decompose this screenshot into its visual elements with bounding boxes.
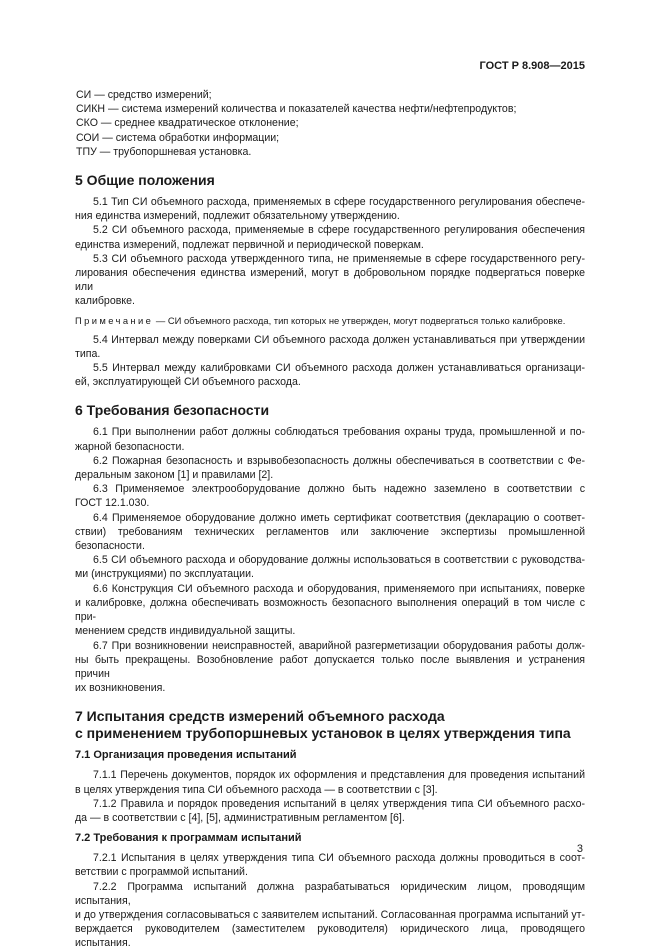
paragraph (75, 223, 585, 251)
page-number: 3 (576, 843, 583, 855)
text-line: ствии) требованиям технических регламентов или заключение экспертизы промышленной безопасности. (75, 525, 585, 553)
text-line: 7.1 Организация проведения испытаний (75, 749, 297, 762)
text-line: 7.2 Требования к программам испытаний (75, 832, 302, 845)
note-label: Примечание (75, 314, 154, 326)
text-line: менением средств индивидуальной защиты. (75, 625, 296, 638)
paragraph (75, 639, 585, 696)
list-item: ТПУ — трубопоршневая установка. (76, 145, 252, 158)
text-line: 7.1.1 Перечень документов, порядок их оформления и представления для проведения испытаний (93, 769, 585, 782)
document-body (75, 88, 585, 951)
text-line: 5.4 Интервал между поверками СИ объемного расхода должен устанавливаться при утверждении типа. (75, 333, 585, 360)
section-heading (75, 402, 585, 419)
text-line: ГОСТ 12.1.030. (75, 497, 150, 510)
subsection-heading (75, 831, 585, 845)
list-item: СИКН — система измерений количества и показателей качества нефти/нефтепродуктов; (76, 103, 517, 116)
section-heading (75, 172, 585, 189)
text-line: 7.2.1 Испытания в целях утверждения типа СИ объемного расхода должны проводиться в соот- (93, 852, 585, 865)
text-line: 6.6 Конструкция СИ объемного расхода и оборудования, применяемого при испытаниях, поверке (93, 582, 585, 595)
paragraph (75, 553, 585, 581)
text-line: 6 Требования безопасности (75, 402, 270, 419)
text-line: 6.7 При возникновении неисправностей, аварийной разгерметизации оборудования работы долж- (93, 639, 585, 652)
paragraph (75, 195, 585, 223)
text-line: жарной безопасности. (75, 440, 185, 453)
text-line: калибровке. (75, 295, 135, 308)
section-heading (75, 708, 585, 742)
text-line: да — в соответствии с [4], [5], административным регламентом [6]. (75, 811, 405, 824)
text-line: 6.1 При выполнении работ должны соблюдаться требования охраны труда, промышленной и по- (93, 426, 585, 439)
text-line: 5 Общие положения (75, 172, 215, 189)
paragraph (75, 880, 585, 951)
text-line: 6.3 Применяемое электрооборудование должно быть надежно заземлено в соответствии с (93, 483, 585, 496)
paragraph (75, 851, 585, 879)
note-text: — СИ объемного расхода, тип которых не утвержден, могут подвергаться только калибровке. (153, 314, 566, 326)
list-item: СОИ — система обработки информации; (76, 131, 280, 144)
text-line: 7.2.2 Программа испытаний должна разрабатываться юридическим лицом, проводящим испытания, (75, 880, 585, 907)
list-item: СИ — средство измерений; (76, 89, 212, 101)
paragraph (75, 511, 585, 554)
text-line: и до утверждения согласовываться с заявителем испытаний. Согласованная программа испытаний ут- (75, 908, 585, 921)
text-line: в целях утверждения типа СИ объемного расхода — в соответствии с [3]. (75, 783, 438, 796)
text-line: единства измерений, подлежат первичной и периодической поверкам. (75, 238, 424, 251)
text-line: лирования обеспечения единства измерений, могут в добровольном порядке подвергаться поверке или (75, 267, 585, 294)
paragraph (75, 333, 585, 361)
text-line: ния единства измерений, подлежит обязательному утверждению. (75, 210, 400, 223)
text-line: их возникновения. (75, 682, 166, 695)
paragraph (75, 797, 585, 825)
text-line: и калибровке, должна обеспечивать возможность безопасного выполнения операций в том числе с при- (75, 596, 585, 624)
text-line: ны быть прекращены. Возобновление работ допускается только после выявления и устранения причин (75, 653, 585, 680)
text-line: 6.5 СИ объемного расхода и оборудование должны использоваться в соответствии с руководства- (93, 554, 585, 567)
text-line: 6.2 Пожарная безопасность и взрывобезопасность должны обеспечиваться в соответствии с Фе- (93, 454, 585, 467)
text-line: 5.5 Интервал между калибровками СИ объемного расхода должен устанавливаться организаци- (93, 362, 585, 375)
paragraph (75, 252, 585, 309)
text-line: деральным законом [1] и правилами [2]. (75, 469, 274, 482)
document-header: ГОСТ Р 8.908—2015 (479, 60, 585, 72)
text-line: 7.1.2 Правила и порядок проведения испытаний в целях утверждения типа СИ объемного расхо- (93, 797, 585, 810)
text-line: 6.4 Применяемое оборудование должно иметь сертификат соответствия (декларацию о соответ- (93, 511, 585, 524)
paragraph (75, 361, 585, 389)
text-line: 7 Испытания средств измерений объемного расхода (75, 708, 445, 725)
paragraph (75, 582, 585, 639)
list-item: СКО — среднее квадратическое отклонение; (76, 117, 299, 130)
text-line: ей, эксплуатирующей СИ объемного расхода. (75, 376, 301, 389)
text-line: верждается руководителем (заместителем руководителя) юридического лица, проводящего испытания. (75, 923, 585, 950)
paragraph (75, 425, 585, 453)
text-line: ми (инструкциями) по эксплуатации. (75, 568, 254, 581)
text-line: ветствии с программой испытаний. (75, 866, 248, 879)
text-line: 5.2 СИ объемного расхода, применяемые в сфере государственного регулирования обеспечения (93, 224, 585, 237)
paragraph (75, 768, 585, 796)
text-line: 5.3 СИ объемного расхода утвержденного типа, не применяемые в сфере государственного регу- (93, 252, 585, 265)
subsection-heading (75, 748, 585, 762)
text-line: 5.1 Тип СИ объемного расхода, применяемых в сфере государственного регулирования обеспече- (93, 196, 585, 209)
text-line: с применением трубопоршневых установок в целях утверждения типа (75, 725, 571, 742)
paragraph (75, 482, 585, 510)
paragraph (75, 454, 585, 482)
abbreviation-list (75, 88, 585, 159)
note (75, 314, 585, 328)
